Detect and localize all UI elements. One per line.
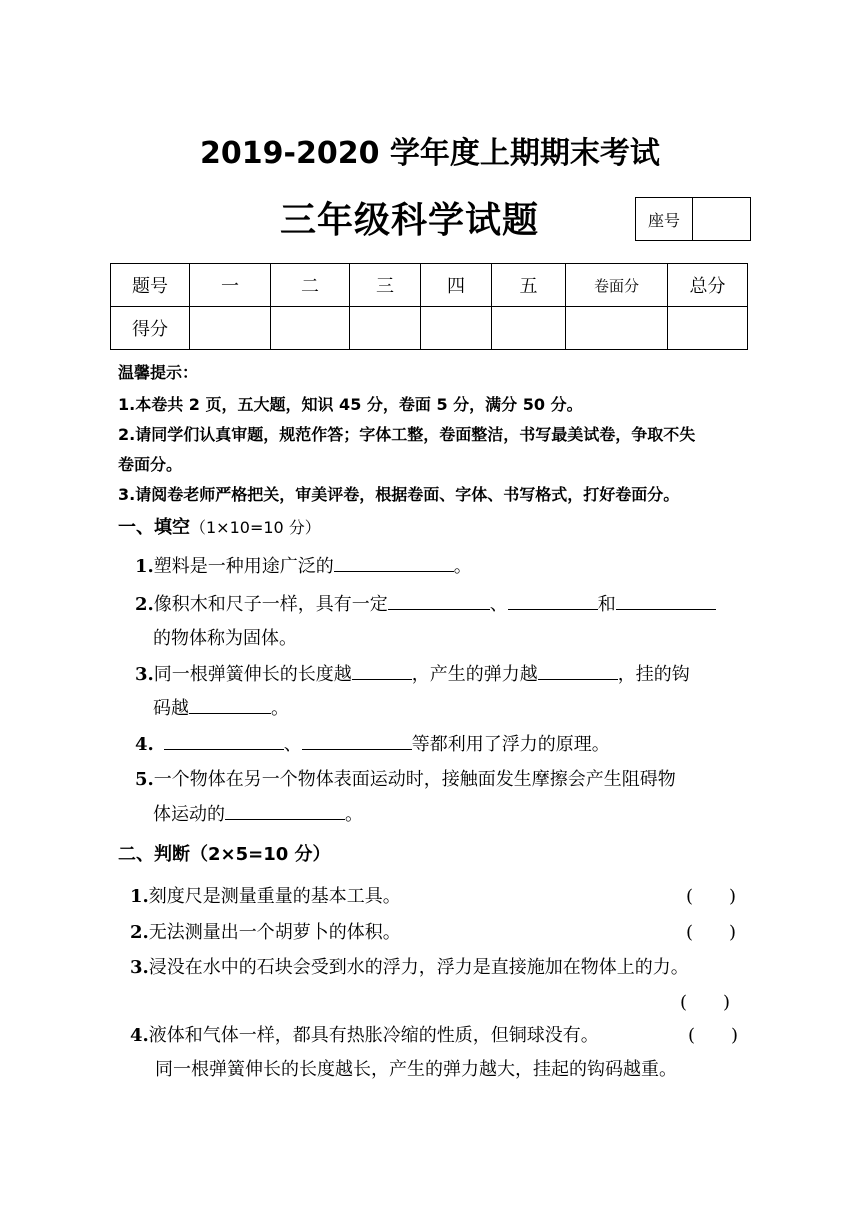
question-text: 塑料是一种用途广泛的: [153, 556, 334, 577]
answer-parentheses[interactable]: ( ): [688, 1025, 739, 1046]
score-cell-header: 五: [492, 264, 566, 307]
score-table-score-row: [111, 307, 748, 350]
answer-blank[interactable]: [616, 591, 716, 610]
score-cell-header: 三: [350, 264, 421, 307]
score-cell-input[interactable]: [271, 307, 350, 350]
section-title-text: 一、填空: [118, 517, 190, 538]
question-text: 刻度尺是测量重量的基本工具。: [148, 886, 401, 907]
score-cell-header: 卷面分: [566, 264, 668, 307]
question-fill-4: [135, 730, 610, 756]
question-fill-3: [135, 660, 690, 686]
score-table: [110, 263, 748, 350]
question-number: 4.: [135, 734, 154, 755]
seat-number-label: 座号: [636, 198, 693, 240]
question-number: 1.: [130, 886, 149, 907]
score-row-label: 得分: [111, 307, 190, 350]
answer-blank[interactable]: [189, 695, 271, 714]
answer-blank[interactable]: [334, 553, 454, 572]
tips-line: 卷面分。: [118, 455, 183, 474]
question-fill-2-cont: 的物体称为固体。: [153, 628, 297, 649]
question-text: 等都利用了浮力的原理。: [411, 734, 610, 755]
answer-parentheses[interactable]: ( ): [680, 992, 731, 1013]
seat-number-field[interactable]: [693, 198, 750, 240]
question-text: 。: [345, 804, 363, 825]
question-text: 浸没在水中的石块会受到水的浮力，浮力是直接施加在物体上的力。: [148, 957, 689, 978]
question-number: 3.: [130, 957, 149, 978]
question-judge-2: [130, 918, 401, 944]
answer-parentheses[interactable]: ( ): [686, 886, 737, 907]
answer-blank[interactable]: [388, 591, 490, 610]
question-text: 。: [271, 698, 289, 719]
tips-line: 2.请同学们认真审题，规范作答；字体工整，卷面整洁，书写最美试卷，争取不失: [118, 425, 696, 444]
question-judge-1: [130, 882, 401, 908]
answer-parentheses[interactable]: ( ): [686, 922, 737, 943]
question-number: 1.: [135, 556, 154, 577]
score-cell-input[interactable]: [492, 307, 566, 350]
section-fill-blank-title: [118, 513, 321, 539]
question-text: 。: [453, 556, 472, 577]
question-text: 、: [489, 594, 508, 615]
score-cell-input[interactable]: [190, 307, 271, 350]
section-points: （1×10=10 分）: [190, 518, 321, 537]
question-judge-3: [130, 953, 689, 979]
question-fill-5: [135, 765, 676, 791]
answer-blank[interactable]: [352, 661, 412, 680]
question-judge-5: 同一根弹簧伸长的长度越长，产生的弹力越大，挂起的钩码越重。: [155, 1059, 677, 1080]
question-text: 无法测量出一个胡萝卜的体积。: [148, 922, 401, 943]
answer-blank[interactable]: [538, 661, 618, 680]
score-cell-header: 总分: [668, 264, 748, 307]
tips-line: 3.请阅卷老师严格把关，审美评卷，根据卷面、字体、书写格式，打好卷面分。: [118, 485, 680, 504]
question-text: 和: [597, 594, 616, 615]
question-number: 3.: [135, 664, 154, 685]
question-number: 2.: [130, 922, 149, 943]
score-cell-header: 二: [271, 264, 350, 307]
question-text: 液体和气体一样，都具有热胀冷缩的性质，但铜球没有。: [148, 1025, 599, 1046]
answer-blank[interactable]: [508, 591, 598, 610]
question-text: ，挂的钩: [617, 664, 690, 685]
question-judge-4: [130, 1021, 599, 1047]
question-fill-1: [135, 552, 472, 578]
score-cell-input[interactable]: [421, 307, 492, 350]
answer-blank[interactable]: [164, 731, 284, 750]
exam-title: 2019-2020 学年度上期期末考试: [200, 136, 660, 171]
question-text: 码越: [153, 698, 189, 719]
score-table-header-row: [111, 264, 748, 307]
tips-line: 1.本卷共 2 页，五大题，知识 45 分，卷面 5 分，满分 50 分。: [118, 395, 583, 414]
question-text: 像积木和尺子一样，具有一定: [153, 594, 388, 615]
score-cell-input[interactable]: [668, 307, 748, 350]
section-judge-title: 二、判断（2×5=10 分）: [118, 844, 331, 865]
question-text: 一个物体在另一个物体表面运动时，接触面发生摩擦会产生阻碍物: [153, 769, 676, 790]
question-text: 同一根弹簧伸长的长度越: [153, 664, 352, 685]
question-number: 5.: [135, 769, 154, 790]
question-text: ，产生的弹力越: [411, 664, 538, 685]
question-fill-5-cont: [153, 800, 363, 826]
question-number: 4.: [130, 1025, 149, 1046]
answer-blank[interactable]: [302, 731, 412, 750]
question-fill-2: [135, 590, 716, 616]
score-cell-input[interactable]: [350, 307, 421, 350]
seat-number-box: [635, 197, 751, 241]
question-number: 2.: [135, 594, 154, 615]
score-cell-input[interactable]: [566, 307, 668, 350]
question-fill-3-cont: [153, 694, 289, 720]
question-text: 体运动的: [153, 804, 225, 825]
answer-blank[interactable]: [225, 801, 345, 820]
tips-title: 温馨提示：: [118, 363, 199, 382]
score-cell-header: 四: [421, 264, 492, 307]
subject-title: 三年级科学试题: [280, 200, 540, 241]
score-cell-header: 一: [190, 264, 271, 307]
question-text: 、: [283, 734, 302, 755]
score-cell-header: 题号: [111, 264, 190, 307]
